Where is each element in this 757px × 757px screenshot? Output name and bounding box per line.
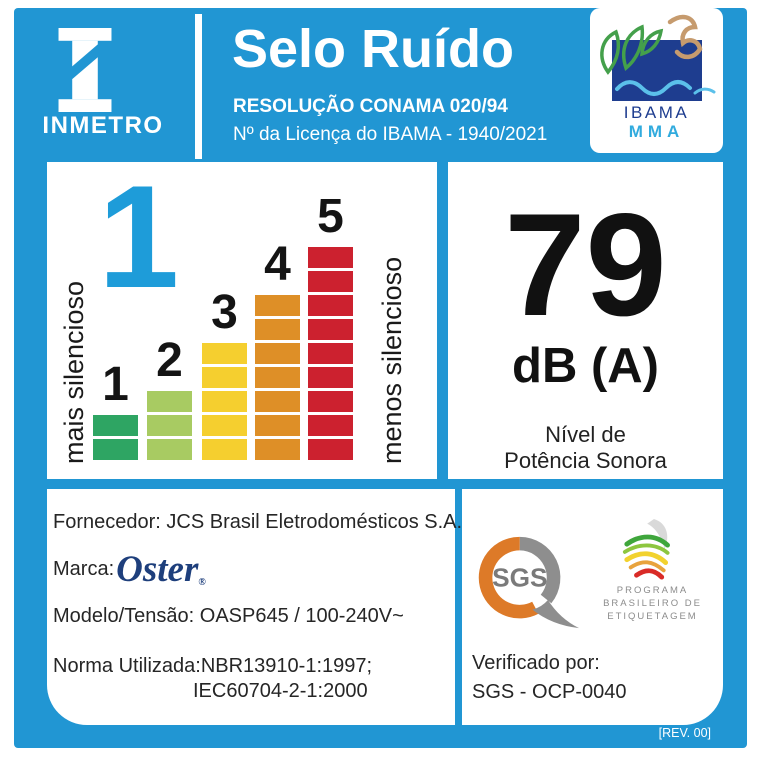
inmetro-wordmark: INMETRO (42, 112, 164, 139)
bar-segment (308, 439, 353, 460)
pbe-logo (590, 517, 715, 623)
bar-value-label: 3 (211, 285, 238, 339)
pbe-text (590, 585, 715, 623)
axis-label-louder: menos silencioso (377, 256, 407, 464)
bar-segments (147, 391, 192, 460)
pbe-line-3: ETIQUETAGEM (607, 610, 698, 622)
bar-level-2 (147, 333, 192, 460)
bar-segment (308, 415, 353, 436)
bar-value-label: 2 (156, 333, 183, 387)
bar-segment (255, 367, 300, 388)
brand-row (53, 551, 206, 588)
pbe-line-2: BRASILEIRO DE (603, 597, 702, 609)
selected-noise-level: 1 (98, 155, 180, 318)
bar-segment (202, 391, 247, 412)
bar-segments (308, 247, 353, 460)
bar-segment (147, 391, 192, 412)
bar-segment (255, 343, 300, 364)
bar-value-label: 1 (102, 357, 129, 411)
bar-segments (255, 295, 300, 460)
bar-segments (202, 343, 247, 460)
bar-segment (147, 415, 192, 436)
bar-segment (255, 319, 300, 340)
header-divider (195, 14, 202, 159)
supplier-row: Fornecedor: JCS Brasil Eletrodomésticos S.A. (53, 511, 463, 533)
bar-segment (255, 295, 300, 316)
bar-level-5 (308, 189, 353, 460)
noise-db-value: 79 (504, 183, 667, 346)
mma-wordmark: MMA (628, 122, 685, 141)
model-voltage-row: Modelo/Tensão: OASP645 / 100-240V~ (53, 605, 404, 627)
bar-segment (255, 391, 300, 412)
verification-panel (462, 489, 723, 725)
bar-segment (202, 343, 247, 364)
noise-bar-chart (47, 155, 437, 479)
bar-level-1 (93, 357, 138, 460)
verified-by-label: Verificado por: (472, 652, 600, 674)
bar-segment (255, 415, 300, 436)
bar-segment (308, 271, 353, 292)
standard-row-line2: IEC60704-2-1:2000 (193, 680, 368, 702)
caption-line-2: Potência Sonora (504, 448, 667, 474)
standard-row-line1: Norma Utilizada:NBR13910-1:1997; (53, 655, 373, 677)
bar-segment (93, 415, 138, 436)
bar-level-4 (255, 237, 300, 460)
sgs-logo-icon (474, 531, 586, 633)
bar-segment (308, 367, 353, 388)
bar-segment (308, 319, 353, 340)
noise-db-unit: dB (A) (512, 339, 659, 393)
bar-segment (308, 343, 353, 364)
product-info-panel (47, 489, 463, 725)
bar-segment (308, 391, 353, 412)
bar-segment (202, 367, 247, 388)
oster-brand-logo: Oster® (116, 549, 206, 590)
bar-level-3 (202, 285, 247, 460)
bar-value-label: 4 (264, 237, 291, 291)
inmetro-logo-icon (52, 28, 118, 112)
bar-value-label: 5 (317, 189, 344, 243)
registered-mark: ® (198, 577, 206, 588)
verifier-name: SGS - OCP-0040 (472, 681, 627, 703)
ibama-mma-logo-card (590, 8, 723, 153)
bar-segment (202, 439, 247, 460)
bar-segment (147, 439, 192, 460)
bar-segment (308, 247, 353, 268)
pbe-line-1: PROGRAMA (616, 585, 689, 596)
bar-segments (93, 415, 138, 460)
ibama-license-number: Nº da Licença do IBAMA - 1940/2021 (233, 124, 548, 145)
bar-segment (93, 439, 138, 460)
caption-line-1: Nível de (545, 422, 626, 447)
brand-label: Marca: (53, 558, 115, 580)
resolution-subtitle: RESOLUÇÃO CONAMA 020/94 (233, 96, 508, 117)
bar-segment (308, 295, 353, 316)
bar-segment (255, 439, 300, 460)
revision-tag: [REV. 00] (658, 726, 711, 740)
page-title: Selo Ruído (232, 19, 514, 79)
pbe-swoosh-icon (618, 517, 688, 581)
sound-power-panel (448, 162, 723, 479)
sgs-wordmark: SGS (492, 562, 548, 593)
bar-segment (202, 415, 247, 436)
ibama-wordmark: IBAMA (623, 103, 690, 122)
noise-scale-panel (47, 155, 437, 479)
sound-power-caption (448, 422, 723, 475)
axis-label-quieter: mais silencioso (59, 280, 89, 464)
